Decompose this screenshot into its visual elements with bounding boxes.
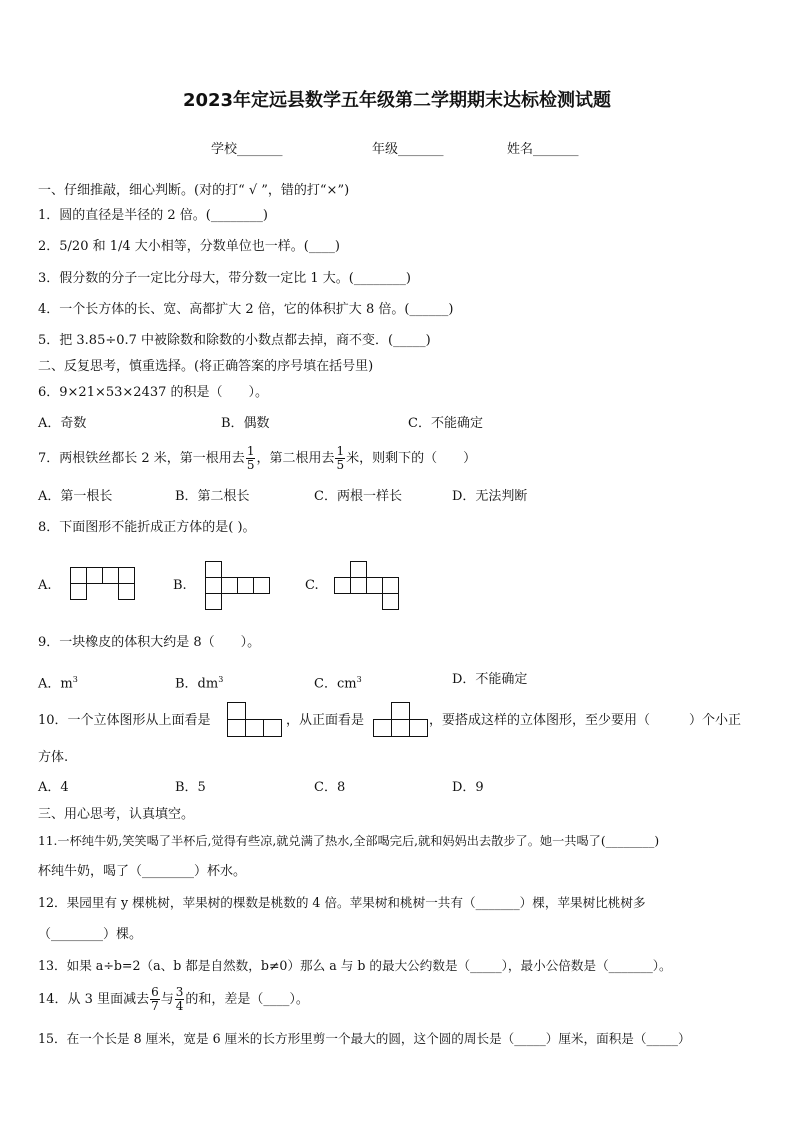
q14-fraction-1: $\frac{6}{7}$ [151,985,159,1013]
grade-field[interactable]: 年级_______ [372,142,444,157]
question-12: 12．果园里有 y 棵桃树，苹果树的棵数是桃数的 4 倍。苹果树和桃树一共有（_______）棵，苹果树比桃树多 [38,895,646,910]
q14-text-start: 14．从 3 里面减去 [38,992,150,1007]
question-9: 9．一块橡皮的体积大约是 8（ ）。 [38,635,261,650]
q10-option-d[interactable]: D．9 [452,780,484,795]
q8-option-c[interactable]: C. [305,578,319,593]
q9-option-b[interactable]: B．$dm^3$ [175,675,224,692]
q6-option-b[interactable]: B．偶数 [221,416,270,431]
q8-net-b [205,561,273,611]
q7-fraction-2: $\frac{1}{5}$ [336,444,345,472]
question-7 [38,444,476,474]
q7-text-mid: ，第二根用去 [256,451,335,466]
q7-text-end: 米，则剩下的（ ） [346,451,477,466]
section-3-heading: 三、用心思考，认真填空。 [38,807,195,822]
question-2: 2．5/20 和 1/4 大小相等，分数单位也一样。(____) [38,239,340,254]
question-5: 5．把 3.85÷0.7 中被除数和除数的小数点都去掉，商不变．(_____) [38,333,431,348]
q10-text-end: ，要搭成这样的立体图形，至少要用（ ）个小正 [429,713,742,728]
q9-option-d[interactable]: D．不能确定 [452,672,528,687]
q8-net-a [70,567,138,601]
q10-top-view-figure [227,702,283,738]
q7-text-start: 7．两根铁丝都长 2 米，第一根用去 [38,451,245,466]
q6-option-c[interactable]: C．不能确定 [408,416,483,431]
question-11: 11.一杯纯牛奶,笑笑喝了半杯后,觉得有些凉,就兑满了热水,全部喝完后,就和妈妈出去散步了。她一共喝了(________) [38,834,660,848]
q10-text-mid: ，从正面看是 [286,713,365,728]
q10-option-c[interactable]: C．8 [314,780,346,795]
q10-front-view-figure [373,702,429,738]
q8-net-c [334,561,404,611]
name-field[interactable]: 姓名_______ [507,142,579,157]
question-6: 6．9×21×53×2437 的积是（ ）。 [38,385,269,400]
q9-option-a[interactable]: A．$m^3$ [38,675,78,692]
q7-option-d[interactable]: D．无法判断 [452,489,528,504]
question-3: 3．假分数的分子一定比分母大，带分数一定比 1 大。(________) [38,271,411,286]
q7-option-a[interactable]: A．第一根长 [38,489,113,504]
q7-fraction-1: $\frac{1}{5}$ [246,444,255,472]
q14-text-end: 的和，差是（____）。 [185,992,309,1007]
q10-option-a[interactable]: A．4 [38,780,69,795]
section-1-heading: 一、仔细推敲，细心判断。(对的打“ √ ”，错的打“×”) [38,183,350,198]
q14-fraction-2: $\frac{3}{4}$ [175,985,184,1013]
question-13: 13．如果 a÷b=2（a、b 都是自然数，b≠0）那么 a 与 b 的最大公约数是（_____），最小公倍数是（_______）。 [38,958,672,973]
question-8: 8．下面图形不能折成正方体的是( )。 [38,520,256,535]
page-title: 2023年定远县数学五年级第二学期期末达标检测试题 [182,90,612,111]
question-1: 1．圆的直径是半径的 2 倍。(________) [38,208,268,223]
question-14 [38,985,309,1015]
q8-option-a[interactable]: A. [38,578,52,593]
question-4: 4．一个长方体的长、宽、高都扩大 2 倍，它的体积扩大 8 倍。(______) [38,302,454,317]
q6-option-a[interactable]: A．奇数 [38,416,87,431]
school-field[interactable]: 学校_______ [211,142,283,157]
q7-option-c[interactable]: C．两根一样长 [314,489,402,504]
q7-option-b[interactable]: B．第二根长 [175,489,250,504]
section-2-heading: 二、反复思考，慎重选择。(将正确答案的序号填在括号里) [38,359,374,374]
question-15: 15．在一个长是 8 厘米，宽是 6 厘米的长方形里剪一个最大的圆，这个圆的周长是（_____）厘米，面积是（_____） [38,1031,691,1046]
q10-text-continued: 方体. [38,750,69,765]
question-11-line-2: 杯纯牛奶，喝了（________）杯水。 [38,864,247,879]
q10-text-start: 10．一个立体图形从上面看是 [38,713,211,728]
q8-option-b[interactable]: B. [173,578,187,593]
q10-option-b[interactable]: B．5 [175,780,206,795]
q14-text-mid: 与 [160,992,174,1007]
question-12-line-2: （________）棵。 [38,927,143,942]
q9-option-c[interactable]: C．$cm^3$ [314,675,362,692]
